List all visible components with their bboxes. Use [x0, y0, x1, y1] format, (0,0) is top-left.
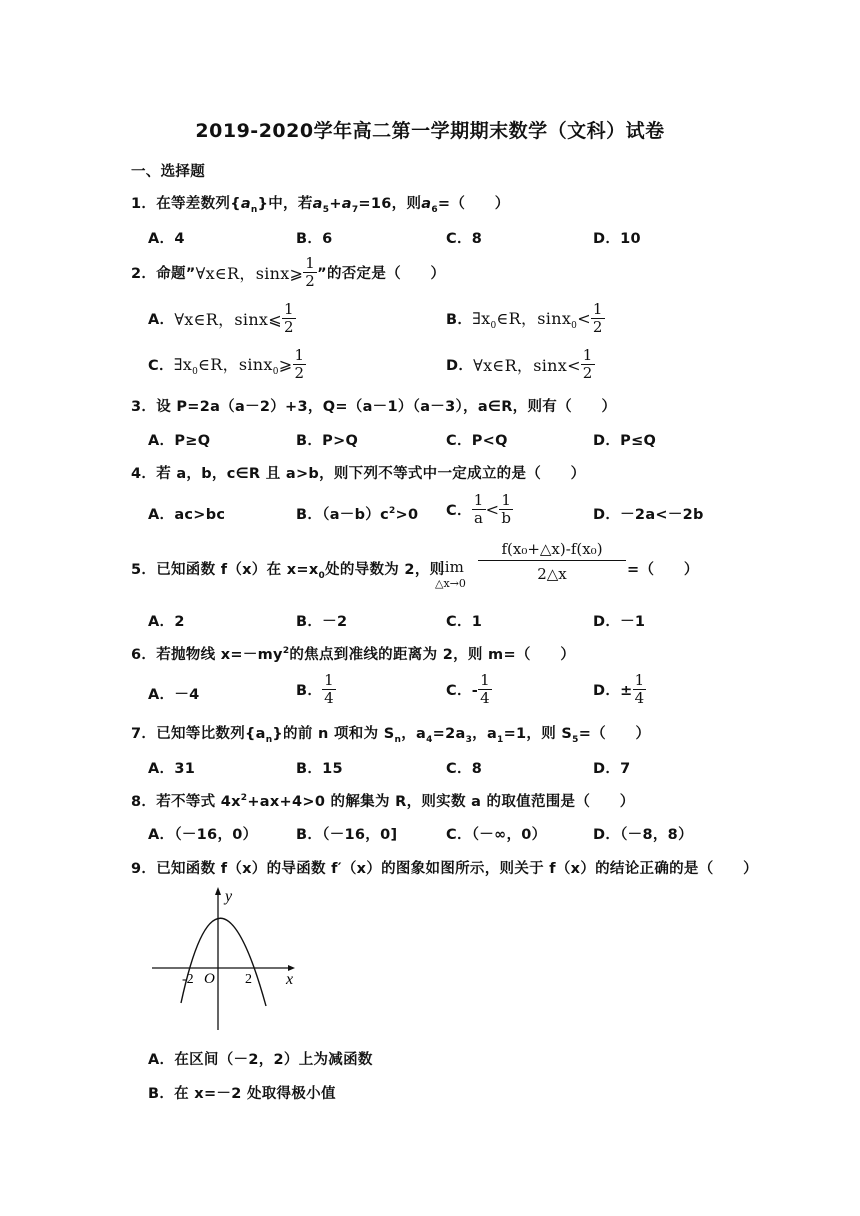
- question-4-stem: 4．若 a，b，c∈R 且 a>b，则下列不等式中一定成立的是（ ）: [131, 466, 586, 482]
- limit-operator: lim: [440, 558, 464, 576]
- y-axis-label: y: [225, 888, 233, 905]
- page-title: 2019-2020学年高二第一学期期末数学（文科）试卷: [195, 120, 665, 142]
- q8-option-b: B．（－16，0]: [296, 827, 398, 843]
- q3-option-a: A．P≥Q: [148, 433, 211, 449]
- q7-option-b: B．15: [296, 761, 343, 777]
- q8-option-d: D．（－8，8）: [593, 827, 693, 843]
- q1-option-c: C．8: [446, 231, 483, 247]
- tick-label-2: 2: [245, 972, 252, 987]
- q7-option-d: D．7: [593, 761, 631, 777]
- q2-option-c: C．$\exists x_0\in R$，sinx$_0$⩾ $\frac{1}{2}$: [148, 346, 305, 382]
- q6-option-d: D．± $\frac{1}{4}$: [593, 671, 645, 707]
- q1-option-b: B．6: [296, 231, 333, 247]
- q6-option-a: A．－4: [148, 687, 200, 703]
- q6-option-b: B． $\frac{1}{4}$: [296, 671, 334, 707]
- q8-option-c: C．（－∞，0）: [446, 827, 547, 843]
- q8-option-a: A．（－16，0）: [148, 827, 258, 843]
- q1-option-d: D．10: [593, 231, 641, 247]
- q5-option-d: D．－1: [593, 614, 646, 630]
- limit-subscript: △x→0: [435, 577, 466, 590]
- q6-option-c: C．- $\frac{1}{4}$: [446, 671, 490, 707]
- q2-option-d: D．∀x∈R，sinx< $\frac{1}{2}$: [446, 346, 593, 382]
- origin-label: O: [204, 971, 215, 987]
- q5-option-c: C．1: [446, 614, 483, 630]
- question-5-stem: 5．已知函数 f（x）在 $x=x_0$处的导数为 2，则: [131, 562, 445, 581]
- q7-option-c: C．8: [446, 761, 483, 777]
- q9-option-a: A．在区间（－2，2）上为减函数: [148, 1052, 373, 1068]
- q1-option-a: A．4: [148, 231, 185, 247]
- q9-option-b: B．在 x=－2 处取得极小值: [148, 1086, 336, 1102]
- question-9-stem: 9．已知函数 f（x）的导函数 f′（x）的图象如图所示，则关于 f（x）的结论正确的是（ ）: [131, 861, 758, 877]
- q5-option-b: B．－2: [296, 614, 348, 630]
- x-axis-label: x: [286, 971, 294, 988]
- tick-label-neg2: -2: [182, 972, 194, 987]
- question-2-stem: 2．命题”∀x∈R，sinx⩾ $\frac{1}{2}$ ”的否定是（ ）: [131, 254, 446, 290]
- q4-option-c: C． $\frac{1}{a}$ < $\frac{1}{b}$: [446, 491, 512, 527]
- q2-option-a: A．∀x∈R，sinx⩽ $\frac{1}{2}$: [148, 300, 294, 336]
- q4-option-d: D．－2a<－2b: [593, 507, 704, 523]
- q4-option-a: A．ac>bc: [148, 507, 226, 523]
- q7-option-a: A．31: [148, 761, 196, 777]
- difference-quotient: f(x₀+△x)-f(x₀) 2△x: [478, 540, 626, 583]
- question-3-stem: 3．设 P=2a（a－2）+3，Q=（a－1）（a－3），a∈R，则有（ ）: [131, 399, 617, 415]
- question-1-stem: 1．在等差数列$\{a_n\}$中，若$a_5+a_7=16$，则$a_6=$（ ）: [131, 196, 510, 215]
- q3-option-c: C．P<Q: [446, 433, 508, 449]
- question-6-stem: 6．若抛物线 $x=-my^2$的焦点到准线的距离为 2，则 m=（ ）: [131, 646, 576, 663]
- y-axis-arrow: [215, 887, 221, 895]
- q5-stem-end: =（ ）: [627, 562, 699, 578]
- q3-option-b: B．P>Q: [296, 433, 359, 449]
- question-7-stem: 7．已知等比数列$\{a_n\}$的前 n 项和为 $S_n$，$a_4=2a_3$，$a_1=1$，则 $S_5=$（ ）: [131, 726, 651, 745]
- question-8-stem: 8．若不等式 $4x^2+ax+4>0$ 的解集为 R，则实数 a 的取值范围是（ ）: [131, 793, 635, 810]
- derivative-graph: [148, 882, 308, 1034]
- derivative-curve: [181, 918, 266, 1006]
- section-heading: 一、选择题: [131, 164, 205, 180]
- q2-option-b: B．$\exists x_0\in R$，sinx$_0$< $\frac{1}{2}$: [446, 300, 603, 336]
- q3-option-d: D．P≤Q: [593, 433, 657, 449]
- q4-option-b: B．$(a-b)c^2>0$: [296, 506, 419, 523]
- q5-option-a: A．2: [148, 614, 185, 630]
